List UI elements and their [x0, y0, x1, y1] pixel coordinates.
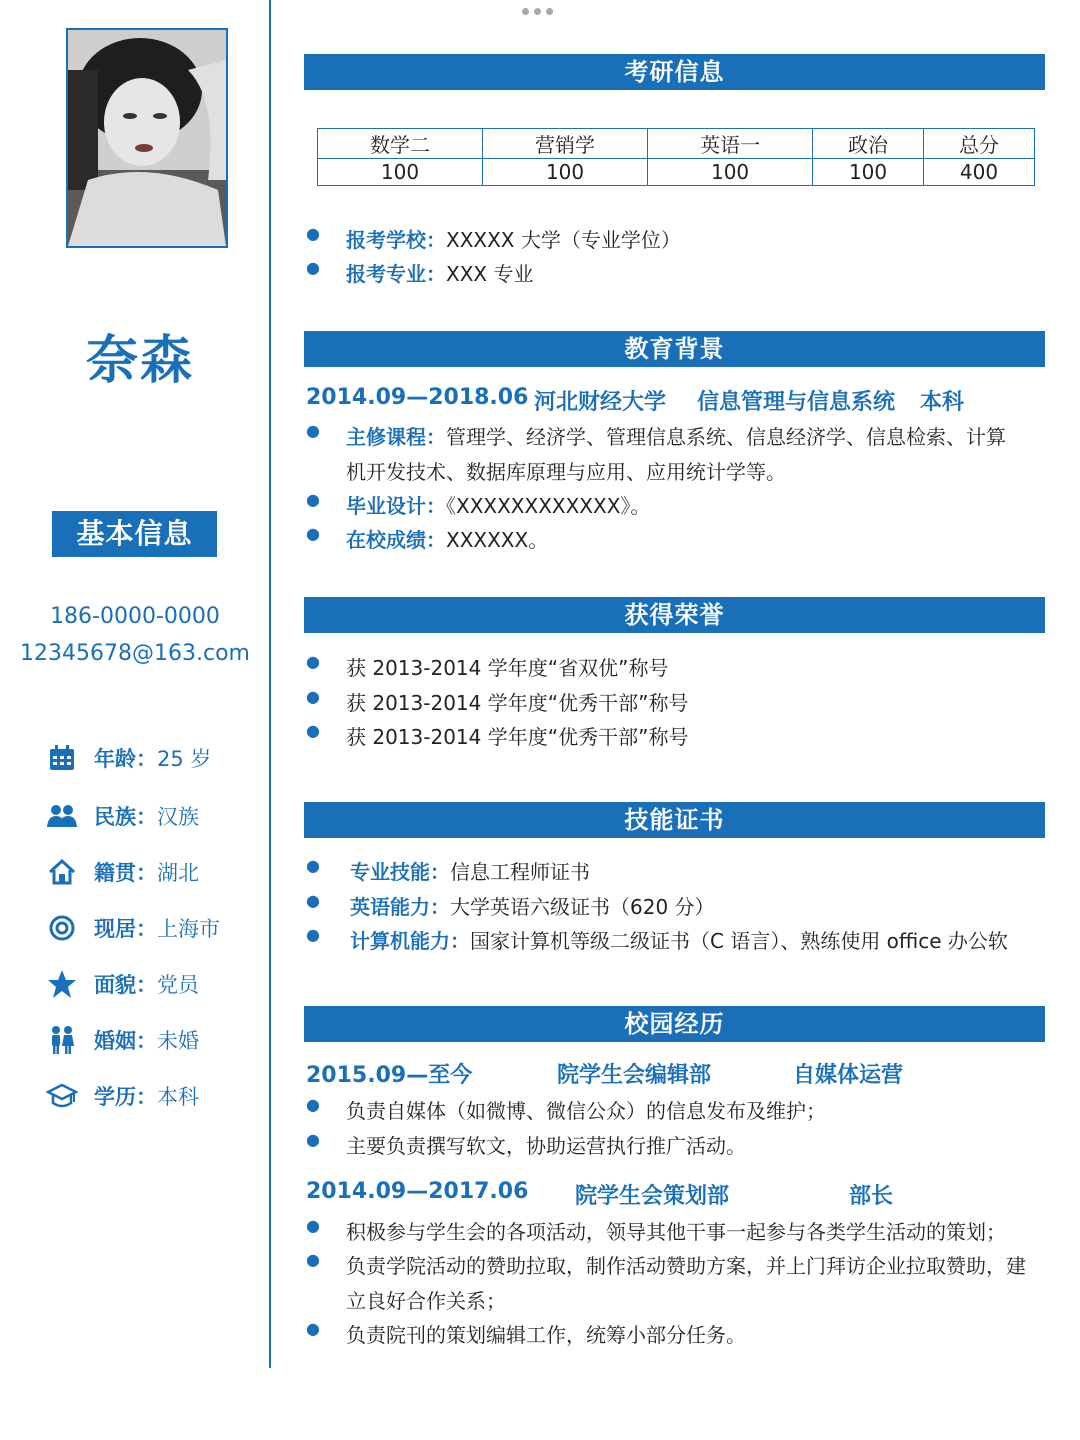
list-item-grades: ● 在校成绩：XXXXXX。: [306, 524, 549, 552]
home-icon: [44, 854, 80, 890]
section-exam-title: 考研信息: [304, 54, 1045, 90]
list-item-thesis: ● 毕业设计：《XXXXXXXXXXXX》。: [306, 490, 651, 518]
couple-icon: [44, 1022, 80, 1058]
star-icon: [44, 966, 80, 1002]
phone-number: 186-0000-0000: [50, 604, 220, 629]
education-period: 2014.09—2018.06: [306, 385, 529, 410]
item-label: 在校成绩：: [346, 528, 446, 552]
item-label: 英语能力：: [350, 895, 450, 919]
info-label: 年龄：: [94, 747, 157, 771]
experience-org: 院学生会编辑部: [557, 1063, 712, 1088]
item-label: 专业技能：: [350, 860, 450, 884]
section-skills-title: 技能证书: [304, 802, 1045, 838]
list-item-courses: ● 主修课程：管理学、经济学、管理信息系统、信息经济学、信息检索、计算: [306, 421, 1006, 449]
item-label: 报考专业：: [346, 262, 446, 286]
graduation-cap-icon: [44, 1078, 80, 1114]
table-cell: 100: [483, 159, 648, 186]
sidebar-divider: [269, 0, 271, 1368]
table-header-cell: 政治: [813, 129, 924, 159]
item-label: 报考学校：: [346, 228, 446, 252]
info-label: 面貌：: [94, 973, 157, 997]
item-label: 主修课程：: [346, 425, 446, 449]
list-item: ● 积极参与学生会的各项活动，领导其他干事一起参与各类学生活动的策划；: [306, 1216, 1006, 1244]
item-value: XXXXXX。: [446, 528, 549, 552]
calendar-icon: [44, 740, 80, 776]
honor-text: 获 2013-2014 学年度“省双优”称号: [346, 656, 669, 680]
info-education: [44, 1078, 199, 1114]
info-value: 本科: [157, 1085, 199, 1109]
table-header-cell: 营销学: [483, 129, 648, 159]
list-item: ● 负责院刊的策划编辑工作，统筹小部分任务。: [306, 1319, 746, 1347]
table-header-cell: 数学二: [318, 129, 483, 159]
table-row: [318, 159, 1035, 186]
table-header-cell: 英语一: [648, 129, 813, 159]
profile-photo: [66, 28, 228, 248]
duty-text: 负责院刊的策划编辑工作，统筹小部分任务。: [346, 1323, 746, 1347]
item-label: 计算机能力：: [350, 929, 470, 953]
info-label: 籍贯：: [94, 861, 157, 885]
list-item: ● 计算机能力：国家计算机等级二级证书（C 语言）、熟练使用 office 办公软: [306, 925, 1008, 953]
experience-period: 2014.09—2017.06: [306, 1179, 529, 1204]
section-honors-title: 获得荣誉: [304, 597, 1045, 633]
list-item-school: ● 报考学校：XXXXX 大学（专业学位）: [306, 224, 681, 252]
table-header-row: [318, 129, 1035, 159]
info-hometown: [44, 854, 199, 890]
basic-info-heading: 基本信息: [52, 511, 217, 557]
duty-text: 主要负责撰写软文，协助运营执行推广活动。: [346, 1134, 746, 1158]
item-value: XXXXX 大学（专业学位）: [446, 228, 681, 252]
experience-period: 2015.09—至今: [306, 1063, 473, 1088]
list-item: ● 主要负责撰写软文，协助运营执行推广活动。: [306, 1130, 746, 1158]
education-degree: 本科: [920, 390, 965, 415]
section-campus-title: 校园经历: [304, 1006, 1045, 1042]
item-value: 国家计算机等级二级证书（C 语言）、熟练使用 office 办公软: [470, 929, 1008, 953]
list-item-major: ● 报考专业：XXX 专业: [306, 258, 534, 286]
people-icon: [44, 798, 80, 834]
table-cell: 100: [648, 159, 813, 186]
honor-text: 获 2013-2014 学年度“优秀干部”称号: [346, 725, 689, 749]
info-label: 学历：: [94, 1085, 157, 1109]
education-school: 河北财经大学: [534, 390, 667, 415]
education-major: 信息管理与信息系统: [697, 390, 896, 415]
info-value: 湖北: [157, 861, 199, 885]
honor-text: 获 2013-2014 学年度“优秀干部”称号: [346, 691, 689, 715]
info-value: 25 岁: [157, 747, 212, 771]
table-cell: 100: [318, 159, 483, 186]
item-value: 《XXXXXXXXXXXX》。: [446, 494, 651, 518]
info-residence: [44, 910, 220, 946]
item-value: 大学英语六级证书（620 分）: [450, 895, 715, 919]
score-table: [317, 128, 1035, 186]
table-header-cell: 总分: [924, 129, 1035, 159]
location-icon: [44, 910, 80, 946]
table-cell: 400: [924, 159, 1035, 186]
info-value: 党员: [157, 973, 199, 997]
list-item: ● 获 2013-2014 学年度“省双优”称号: [306, 652, 669, 680]
list-item: ● 获 2013-2014 学年度“优秀干部”称号: [306, 687, 689, 715]
section-education-title: 教育背景: [304, 331, 1045, 367]
list-item: ● 负责自媒体（如微博、微信公众）的信息发布及维护；: [306, 1095, 826, 1123]
courses-continuation: 机开发技术、数据库原理与应用、应用统计学等。: [346, 460, 786, 484]
duty-text: 负责自媒体（如微博、微信公众）的信息发布及维护；: [346, 1099, 826, 1123]
info-label: 婚姻：: [94, 1029, 157, 1053]
info-value: 未婚: [157, 1029, 199, 1053]
list-item: ● 英语能力：大学英语六级证书（620 分）: [306, 891, 715, 919]
info-label: 民族：: [94, 805, 157, 829]
item-value: XXX 专业: [446, 262, 534, 286]
info-age: [44, 740, 211, 776]
info-political: [44, 966, 199, 1002]
list-item: ● 获 2013-2014 学年度“优秀干部”称号: [306, 721, 689, 749]
duty-text: 负责学院活动的赞助拉取，制作活动赞助方案，并上门拜访企业拉取赞助，建: [346, 1254, 1026, 1278]
item-label: 毕业设计：: [346, 494, 446, 518]
experience-role: 部长: [849, 1184, 894, 1209]
email-address: 12345678@163.com: [20, 641, 250, 666]
item-value: 信息工程师证书: [450, 860, 590, 884]
info-ethnicity: [44, 798, 199, 834]
experience-org: 院学生会策划部: [575, 1184, 730, 1209]
item-value: 管理学、经济学、管理信息系统、信息经济学、信息检索、计算: [446, 425, 1006, 449]
list-item: ● 专业技能：信息工程师证书: [306, 856, 590, 884]
table-cell: 100: [813, 159, 924, 186]
experience-role: 自媒体运营: [793, 1063, 904, 1088]
more-options-icon[interactable]: [522, 8, 558, 18]
info-marital: [44, 1022, 199, 1058]
info-label: 现居：: [94, 917, 157, 941]
candidate-name: 奈森: [85, 331, 194, 391]
duty-continuation: 立良好合作关系；: [346, 1289, 506, 1313]
list-item: ● 负责学院活动的赞助拉取，制作活动赞助方案，并上门拜访企业拉取赞助，建: [306, 1250, 1026, 1278]
duty-text: 积极参与学生会的各项活动，领导其他干事一起参与各类学生活动的策划；: [346, 1220, 1006, 1244]
info-value: 汉族: [157, 805, 199, 829]
info-value: 上海市: [157, 917, 220, 941]
